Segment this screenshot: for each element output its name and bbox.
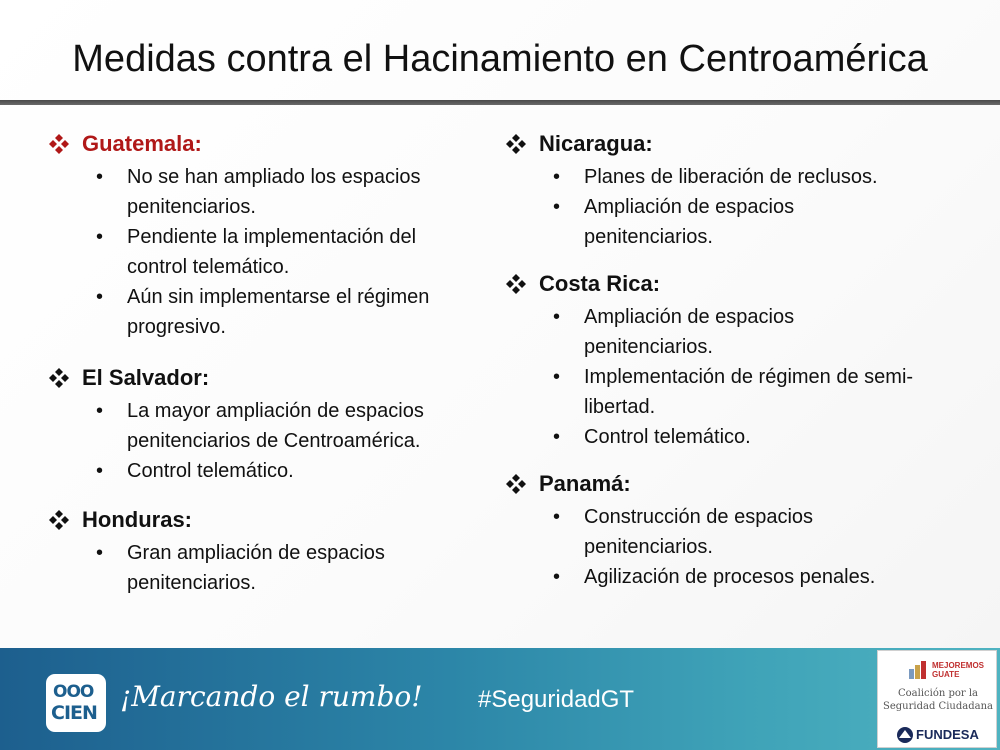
country-heading-label: Honduras: (82, 507, 192, 532)
measure-line: penitenciarios. (127, 572, 256, 594)
measure-item (505, 362, 980, 422)
diamond-bullet-icon (505, 273, 527, 295)
measure-line: Construcción de espacios (584, 506, 814, 528)
footer-hashtag: #SeguridadGT (478, 686, 635, 713)
country-heading-label: Costa Rica: (539, 271, 661, 296)
right-column (505, 128, 980, 592)
coalicion-text (878, 687, 998, 713)
mejoremos-line2: GUATE (932, 670, 960, 679)
measure-line: Pendiente la implementación del (127, 226, 417, 248)
country-heading (48, 504, 488, 536)
country-section (48, 362, 488, 486)
measure-line: Agilización de procesos penales. (584, 566, 876, 588)
measure-line: Aún sin implementarse el régimen (127, 286, 430, 308)
left-column (48, 128, 488, 598)
country-section (505, 268, 980, 452)
measure-item (48, 538, 488, 598)
measure-line: La mayor ampliación de espacios (127, 400, 424, 422)
diamond-bullet-icon (48, 133, 70, 155)
slide-title: Medidas contra el Hacinamiento en Centroamérica (72, 38, 928, 80)
country-section (505, 468, 980, 592)
measure-line: penitenciarios de Centroamérica. (127, 430, 421, 452)
measure-list (505, 502, 980, 592)
country-heading-label: Guatemala: (82, 131, 202, 156)
measure-item (505, 302, 980, 362)
measure-list (48, 538, 488, 598)
measure-list (505, 302, 980, 452)
bullet-dot: • (553, 566, 561, 588)
diamond-bullet-icon (505, 473, 527, 495)
bullet-dot: • (553, 506, 561, 528)
country-heading (505, 128, 980, 160)
measure-item (505, 562, 980, 592)
measure-item (505, 422, 980, 452)
bullet-dot: • (553, 196, 561, 218)
bullet-dot: • (96, 460, 104, 482)
measure-line: Ampliación de espacios (584, 306, 795, 328)
bullet-dot: • (96, 166, 104, 188)
country-section (48, 128, 488, 342)
measure-item (48, 222, 488, 282)
measure-list (48, 396, 488, 486)
partner-logos (877, 650, 997, 748)
cien-logo-text: CIEN (51, 702, 97, 724)
fundesa-text: FUNDESA (916, 727, 979, 742)
coalicion-line2: Seguridad Ciudadana (883, 701, 993, 712)
mejoremos-guate-logo (886, 657, 990, 683)
measure-item (48, 282, 488, 342)
mejoremos-guate-icon (908, 659, 928, 681)
country-heading (505, 468, 980, 500)
fundesa-logo (896, 725, 996, 745)
measure-line: penitenciarios. (584, 336, 713, 358)
measure-line: Control telemático. (127, 460, 294, 482)
country-section (505, 128, 980, 252)
coalicion-line1: Coalición por la (897, 688, 978, 699)
bullet-dot: • (553, 366, 561, 388)
country-heading-label: Panamá: (539, 471, 631, 496)
bullet-dot: • (96, 542, 104, 564)
bullet-dot: • (553, 306, 561, 328)
measure-item (505, 162, 980, 192)
measure-item (48, 396, 488, 456)
diamond-bullet-icon (48, 367, 70, 389)
measure-line: penitenciarios. (127, 196, 256, 218)
fundesa-icon (896, 726, 914, 744)
bullet-dot: • (96, 400, 104, 422)
measure-line: libertad. (584, 396, 656, 418)
mejoremos-line1: MEJOREMOS (932, 661, 985, 670)
bullet-dot: • (553, 426, 561, 448)
footer-slogan: ¡Marcando el rumbo! (120, 680, 423, 713)
measure-line: Gran ampliación de espacios (127, 542, 385, 564)
measure-item (48, 162, 488, 222)
country-heading-label: El Salvador: (82, 365, 210, 390)
measure-line: penitenciarios. (584, 226, 713, 248)
measure-list (505, 162, 980, 252)
diamond-bullet-icon (505, 133, 527, 155)
measure-item (505, 192, 980, 252)
bullet-dot: • (96, 226, 104, 248)
measure-line: Planes de liberación de reclusos. (584, 166, 878, 188)
measure-line: Implementación de régimen de semi- (584, 366, 914, 388)
diamond-bullet-icon (48, 509, 70, 531)
measure-line: progresivo. (127, 316, 226, 338)
title-divider (0, 100, 1000, 105)
measure-line: penitenciarios. (584, 536, 713, 558)
measure-item (505, 502, 980, 562)
bullet-dot: • (553, 166, 561, 188)
country-heading (48, 362, 488, 394)
measure-line: No se han ampliado los espacios (127, 166, 421, 188)
measure-line: Ampliación de espacios (584, 196, 795, 218)
cien-logo (46, 674, 106, 732)
country-section (48, 504, 488, 598)
bullet-dot: • (96, 286, 104, 308)
cien-logo-mark: OOO (53, 682, 94, 702)
measure-item (48, 456, 488, 486)
measure-line: control telemático. (127, 256, 290, 278)
country-heading (48, 128, 488, 160)
country-heading (505, 268, 980, 300)
measure-list (48, 162, 488, 342)
mejoremos-guate-text (932, 661, 984, 679)
measure-line: Control telemático. (584, 426, 751, 448)
country-heading-label: Nicaragua: (539, 131, 653, 156)
